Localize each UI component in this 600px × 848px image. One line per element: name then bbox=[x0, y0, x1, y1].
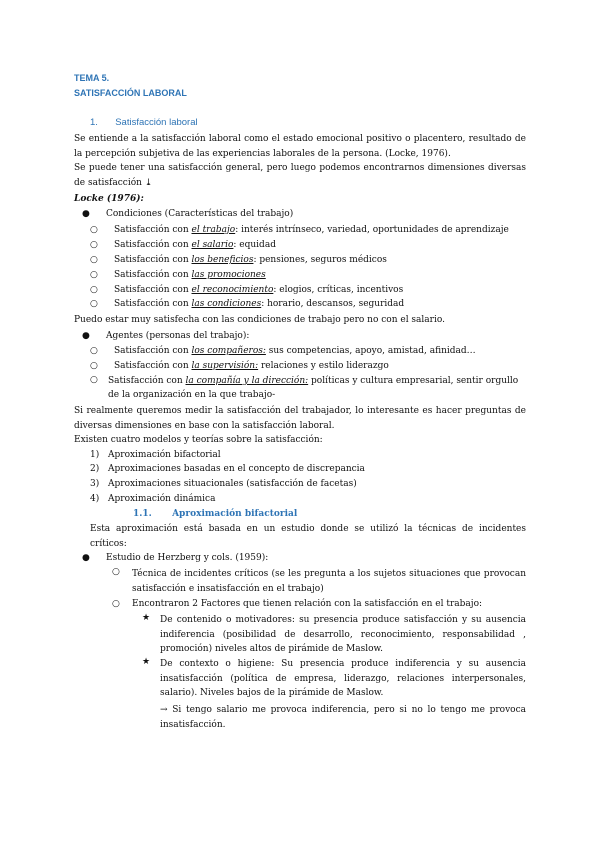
star-bullet-icon: ★ bbox=[142, 613, 151, 623]
section-1-heading bbox=[90, 117, 198, 129]
section-1-1-intro: Esta aproximación está basada en un estudio donde se utilizó la técnicas de incidentes críticos: bbox=[90, 524, 526, 549]
locke-label: Locke (1976): bbox=[74, 194, 144, 204]
list-item: ○ Técnica de incidentes críticos (se les pregunta a los sujetos situaciones que provocan satisfacción e insatisfacción en el trabajo) bbox=[112, 567, 526, 594]
section-1-1-title: Aproximación bifactorial bbox=[172, 509, 298, 519]
factor-item: ★ De contexto o higiene: Su presencia produce indiferencia y su ausencia insatisfacción (política de empresa, liderazgo, relaciones interpersonales, salario). Niveles bajos de la pirámide de Maslow. bbox=[142, 657, 526, 698]
circle-bullet-icon: ○ bbox=[90, 361, 98, 371]
list-item: ○ Satisfacción con los compañeros: sus competencias, apoyo, amistad, afinidad… bbox=[90, 346, 476, 356]
condiciones-label: Condiciones (Características del trabajo) bbox=[106, 209, 294, 219]
list-item: ○ Satisfacción con el reconocimiento: elogios, críticas, incentivos bbox=[90, 285, 404, 295]
agentes-bullet bbox=[82, 330, 249, 342]
circle-bullet-icon: ○ bbox=[112, 599, 120, 609]
circle-bullet-icon: ○ bbox=[90, 299, 98, 309]
bullet-dot-icon: ● bbox=[82, 553, 90, 563]
star-bullet-icon: ★ bbox=[142, 657, 151, 667]
page-title: SATISFACCIÓN LABORAL bbox=[74, 88, 187, 98]
list-item: ○ Encontraron 2 Factores que tienen relación con la satisfacción en el trabajo: bbox=[112, 599, 483, 609]
list-item: ○ Satisfacción con el salario: equidad bbox=[90, 240, 276, 250]
section-1-intro-2: Se puede tener una satisfacción general, pero luego podemos encontrarnos dimensiones diversas de satisfacción ⤓ bbox=[74, 163, 526, 188]
bullet-dot-icon: ● bbox=[82, 209, 90, 219]
section-1-1-heading bbox=[133, 508, 297, 520]
circle-bullet-icon: ○ bbox=[90, 240, 98, 250]
list-item: 1) Aproximación bifactorial bbox=[90, 450, 221, 460]
condiciones-bullet bbox=[82, 208, 293, 220]
list-item: 3) Aproximaciones situacionales (satisfacción de facetas) bbox=[90, 479, 357, 489]
circle-bullet-icon: ○ bbox=[90, 255, 98, 265]
circle-bullet-icon: ○ bbox=[90, 225, 98, 235]
measure-text: Si realmente queremos medir la satisfacción del trabajador, lo interesante es hacer preguntas de diversas dimensiones en base con la satisfacción laboral. bbox=[74, 406, 526, 431]
list-item: ○ Satisfacción con la compañía y la dirección: políticas y cultura empresarial, sentir orgullo de la organización en la que trabajo- bbox=[90, 375, 519, 400]
arrow-note: → Si tengo salario me provoca indiferencia, pero si no lo tengo me provoca insatisfacción. bbox=[160, 705, 526, 730]
circle-bullet-icon: ○ bbox=[90, 285, 98, 295]
study-label: Estudio de Herzberg y cols. (1959): bbox=[106, 553, 269, 563]
list-item: ○ Satisfacción con los beneficios: pensiones, seguros médicos bbox=[90, 255, 387, 265]
list-item: ○ Satisfacción con la supervisión: relaciones y estilo liderazgo bbox=[90, 361, 389, 371]
factor-item: ★ De contenido o motivadores: su presencia produce satisfacción y su ausencia indiferencia (posibilidad de desarrollo, reconocimiento, responsabilidad , promoción) niveles altos de pirámide de Maslow. bbox=[142, 613, 526, 654]
circle-bullet-icon: ○ bbox=[90, 375, 98, 385]
section-1-intro-1: Se entiende a la satisfacción laboral como el estado emocional positivo o placentero, resultado de la percepción subjetiva de las experiencias laborales de la persona. (Locke, 1976). bbox=[74, 134, 526, 159]
circle-bullet-icon: ○ bbox=[90, 270, 98, 280]
section-1-number: 1. bbox=[90, 117, 98, 128]
list-item: ○ Satisfacción con las condiciones: horario, descansos, seguridad bbox=[90, 299, 405, 309]
tema-heading: TEMA 5. bbox=[74, 73, 110, 83]
models-intro: Existen cuatro modelos y teorías sobre la satisfacción: bbox=[74, 435, 323, 445]
section-1-title: Satisfacción laboral bbox=[115, 117, 198, 128]
list-item: 4) Aproximación dinámica bbox=[90, 494, 216, 504]
study-bullet bbox=[82, 552, 268, 564]
section-1-1-number: 1.1. bbox=[133, 509, 152, 519]
bullet-dot-icon: ● bbox=[82, 331, 90, 341]
list-item: ○ Satisfacción con el trabajo: interés intrínseco, variedad, oportunidades de aprendizaje bbox=[90, 225, 509, 235]
list-item: 2) Aproximaciones basadas en el concepto de discrepancia bbox=[90, 464, 365, 474]
note-text: Puedo estar muy satisfecha con las condiciones de trabajo pero no con el salario. bbox=[74, 315, 445, 325]
circle-bullet-icon: ○ bbox=[112, 567, 120, 577]
circle-bullet-icon: ○ bbox=[90, 346, 98, 356]
list-item: ○ Satisfacción con las promociones bbox=[90, 270, 266, 280]
agentes-label: Agentes (personas del trabajo): bbox=[106, 331, 250, 341]
